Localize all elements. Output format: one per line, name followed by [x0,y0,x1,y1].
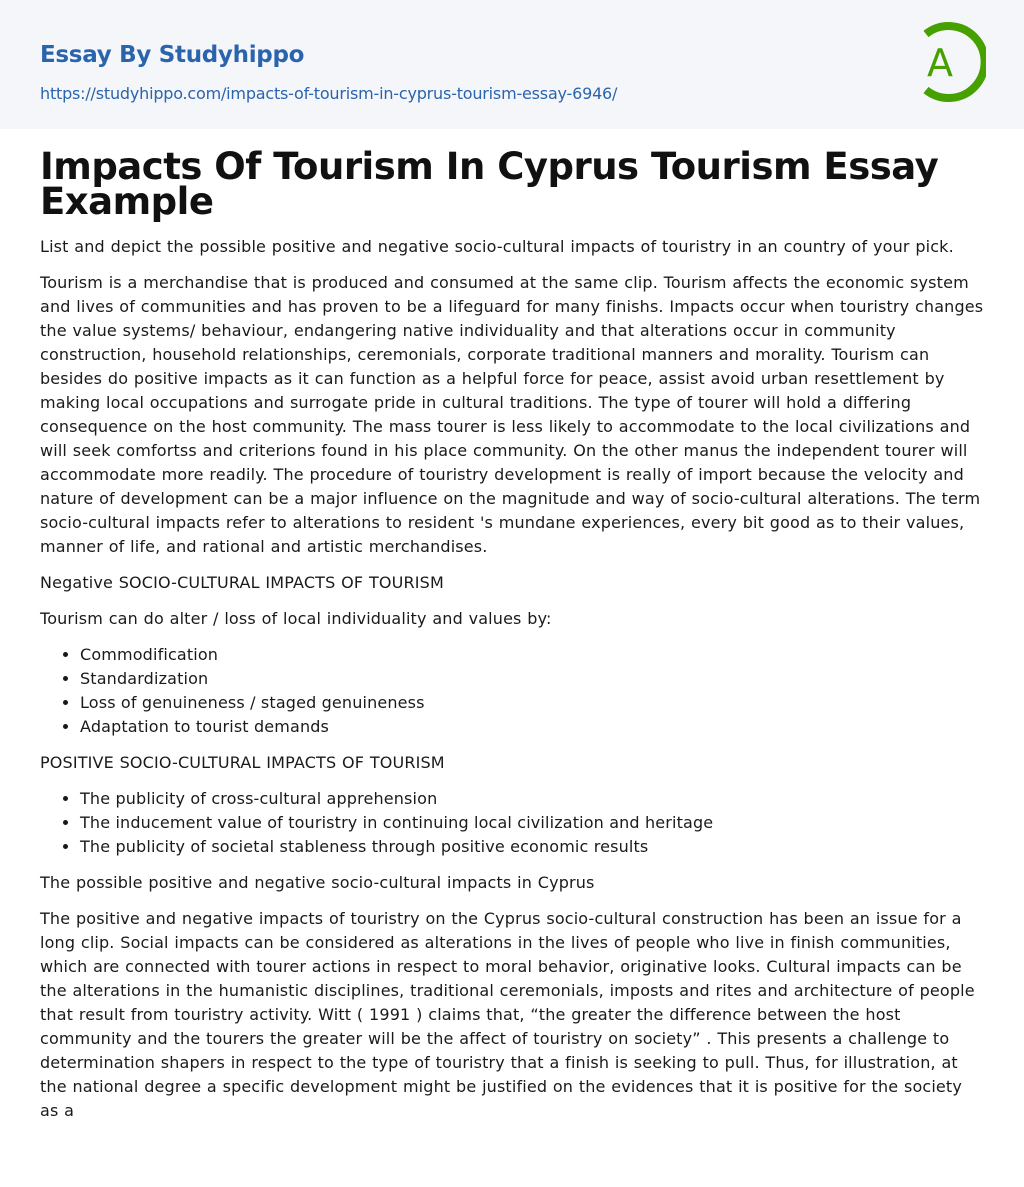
brand-title[interactable]: Essay By Studyhippo [40,42,305,68]
list-item: • The publicity of cross-cultural apprehension [80,787,984,811]
svg-text:A: A [927,41,953,85]
body-paragraph-1: Tourism is a merchandise that is produced and consumed at the same clip. Tourism affects the economic system and lives of communities and has proven to be a lifeguard for many finishs. Impacts occur when touristry changes the value systems/ behaviour, endangering native individuality and that alterations occur in community construction, household relationships, ceremonials, corporate traditional manners and morality. Tourism can besides do positive impacts as it can function as a helpful force for peace, assist avoid urban resettlement by making local occupations and surrogate pride in cultural traditions. The type of tourer will hold a differing consequence on the host community. The mass tourer is less likely to accommodate to the local civilizations and will seek comfortss and criterions found in his place community. On the other manus the independent tourer will accommodate more readily. The procedure of touristry development is really of import because the velocity and nature of development can be a major influence on the magnitude and way of socio-cultural alterations. The term socio-cultural impacts refer to alterations to resident 's mundane experiences, every bit good as to their values, manner of life, and rational and artistic merchandises. [40,273,984,556]
studyhippo-logo-icon[interactable] [912,20,986,104]
negative-impacts-list [40,643,984,739]
intro-paragraph: List and depict the possible positive and negative socio-cultural impacts of touristry in an country of your pick. [40,237,954,256]
negative-heading: Negative SOCIO-CULTURAL IMPACTS OF TOURISM [40,573,444,592]
list-item: • The publicity of societal stableness through positive economic results [80,835,984,859]
list-item: • Commodification [80,643,984,667]
positive-impacts-list [40,787,984,859]
cyprus-heading: The possible positive and negative socio-cultural impacts in Cyprus [40,873,595,892]
list-item: • The inducement value of touristry in continuing local civilization and heritage [80,811,984,835]
list-item: • Standardization [80,667,984,691]
page-title: Impacts Of Tourism In Cyprus Tourism Essay Example [40,145,939,223]
list-item: • Adaptation to tourist demands [80,715,984,739]
body-paragraph-2: The positive and negative impacts of touristry on the Cyprus socio-cultural construction has been an issue for a long clip. Social impacts can be considered as alterations in the lives of people who live in finish communities, which are connected with tourer actions in respect to moral behavior, originative looks. Cultural impacts can be the alterations in the humanistic disciplines, traditional ceremonials, imposts and rites and architecture of people that result from touristry activity. Witt ( 1991 ) claims that, “the greater the difference between the host community and the tourers the greater will be the affect of touristry on society” . This presents a challenge to determination shapers in respect to the type of touristry that a finish is seeking to pull. Thus, for illustration, at the national degree a specific development might be justified on the evidences that it is positive for the society as a [40,909,975,1120]
positive-heading: POSITIVE SOCIO-CULTURAL IMPACTS OF TOURISM [40,753,445,772]
page-url-link[interactable]: https://studyhippo.com/impacts-of-tourism-in-cyprus-tourism-essay-6946/ [40,84,618,103]
site-header [0,0,1024,129]
list-item: • Loss of genuineness / staged genuineness [80,691,984,715]
article [0,129,1024,1123]
negative-lead: Tourism can do alter / loss of local individuality and values by: [40,609,552,628]
